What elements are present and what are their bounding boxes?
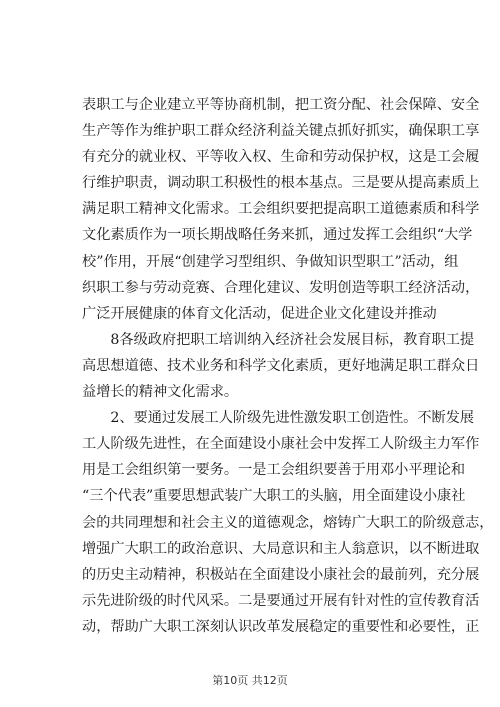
text-line: 用是工会组织第一要务。一是工会组织要善于用邓小平理论和: [82, 462, 466, 479]
body-text: [82, 92, 494, 640]
text-line: 2、要通过发展工人阶级先进性激发职工创造性。不断发展: [82, 410, 475, 427]
text-line: 生产等作为维护职工群众经济利益关键点抓好抓实，确保职工享: [82, 123, 480, 140]
text-line: 有充分的就业权、平等收入权、生命和劳动保护权，这是工会履: [82, 149, 480, 166]
text-line: 增强广大职工的政治意识、大局意识和主人翁意识，以不断进取: [82, 540, 480, 557]
text-line: 示先进阶级的时代风采。二是要通过开展有针对性的宣传教育活: [82, 592, 480, 609]
text-line: 动，帮助广大职工深刻认识改革发展稳定的重要性和必要性，正: [82, 618, 480, 635]
text-line: 满足职工精神文化需求。工会组织要把提高职工道德素质和科学: [82, 201, 480, 218]
text-line: 织职工参与劳动竞赛、合理化建议、发明创造等职工经济活动，: [82, 279, 480, 296]
text-line: 文化素质作为一项长期战略任务来抓，通过发挥工会组织“大学: [82, 227, 473, 244]
text-line: 广泛开展健康的体育文化活动，促进企业文化建设并推动: [82, 305, 437, 322]
text-line: 表职工与企业建立平等协商机制，把工资分配、社会保障、安全: [82, 97, 480, 113]
text-line: “三个代表”重要思想武装广大职工的头脑，用全面建设小康社: [82, 488, 466, 505]
text-line: 会的共同理想和社会主义的道德观念，熔铸广大职工的阶级意志，: [82, 514, 494, 531]
text-line: 校”作用，开展“创建学习型组织、争做知识型职工”活动，组: [82, 253, 459, 270]
text-line: 的历史主动精神，积极站在全面建设小康社会的最前列，充分展: [82, 566, 480, 583]
text-line: 高思想道德、技术业务和科学文化素质，更好地满足职工群众日: [82, 357, 480, 374]
text-line: 行维护职责，调动职工积极性的根本基点。三是要从提高素质上: [82, 175, 480, 192]
text-line: 工人阶级先进性，在全面建设小康社会中发挥工人阶级主力军作: [82, 436, 480, 453]
text-line: 8各级政府把职工培训纳入经济社会发展目标，教育职工提: [82, 331, 475, 348]
text-line: 益增长的精神文化需求。: [82, 384, 239, 401]
page-footer: 第10页 共12页: [212, 674, 288, 687]
